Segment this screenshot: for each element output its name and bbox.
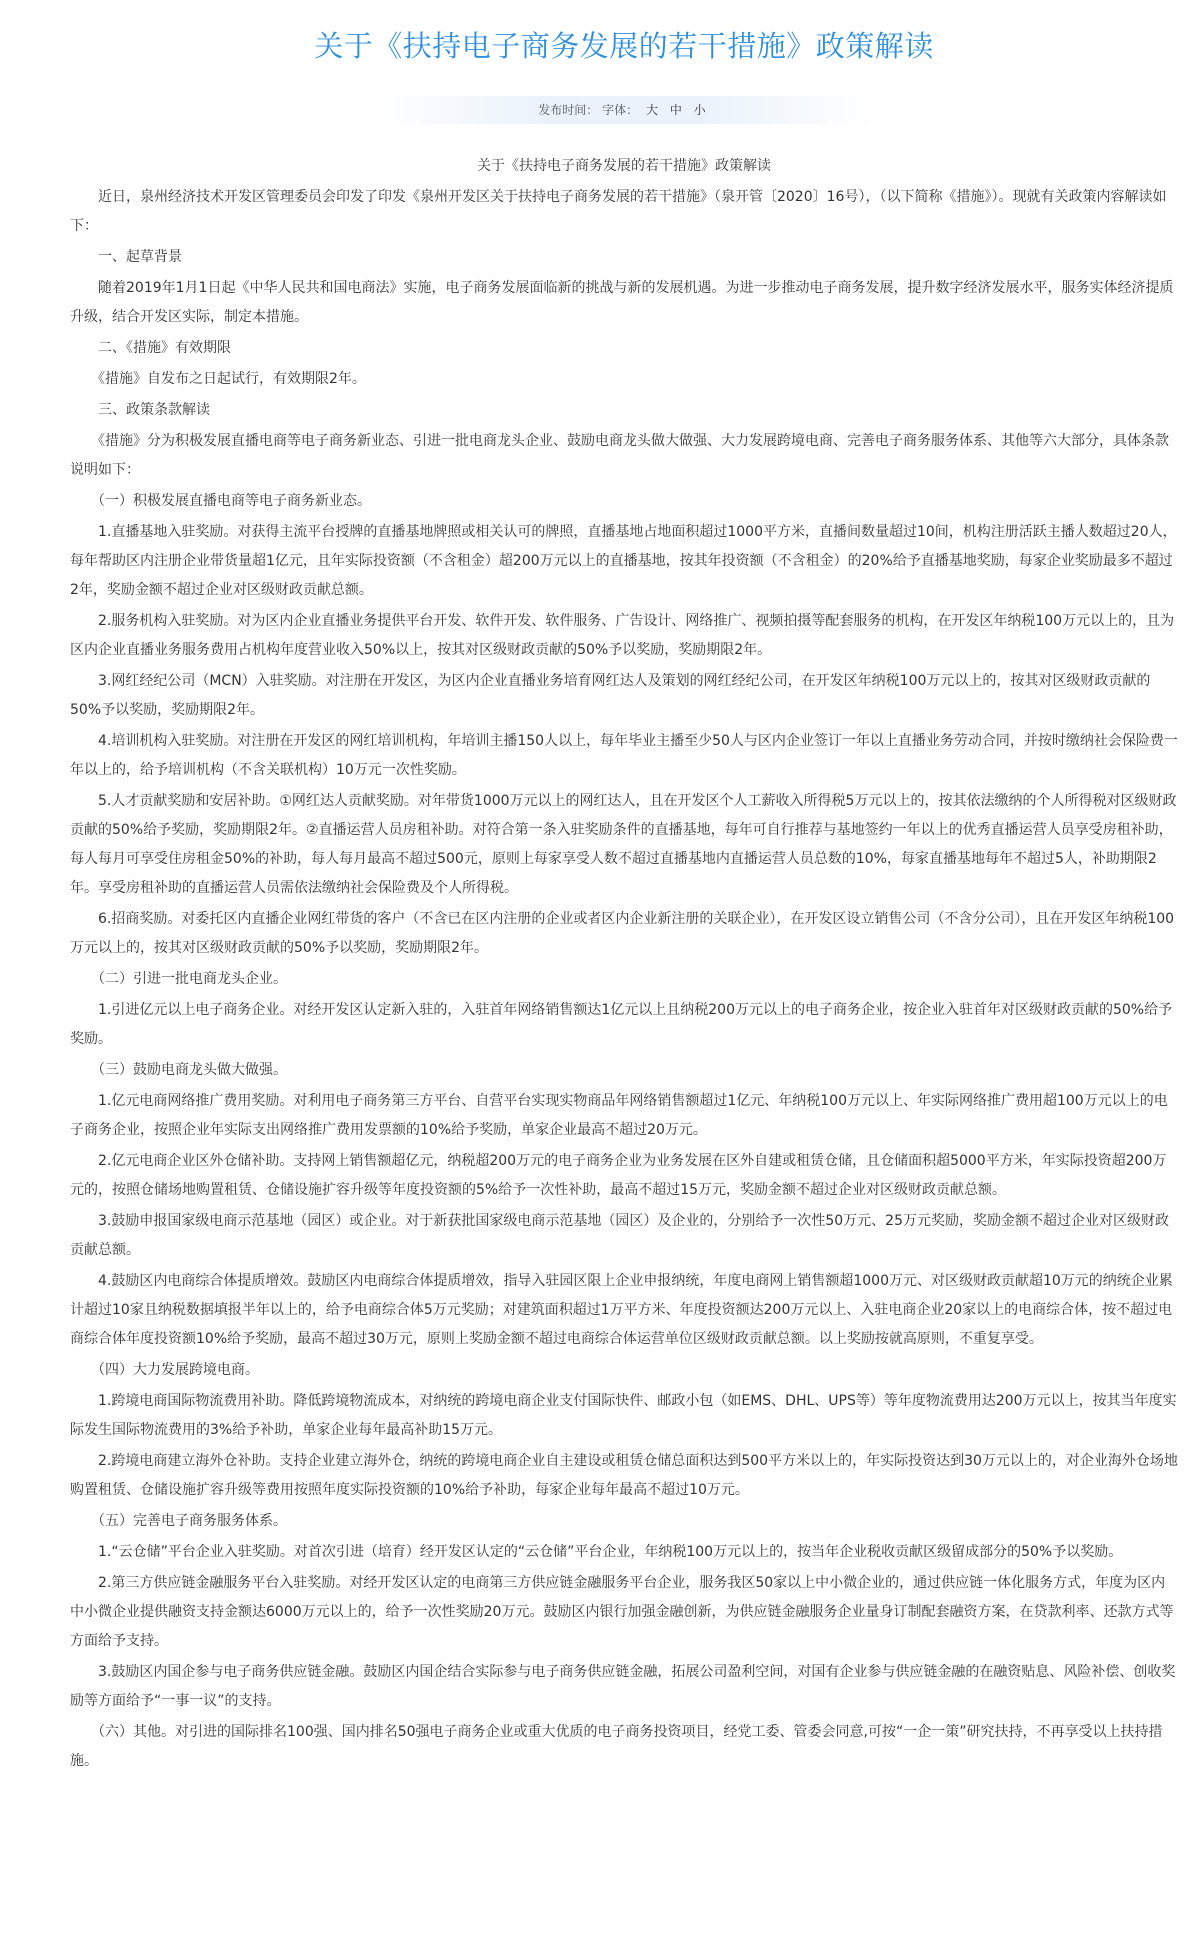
article-paragraph: 2.亿元电商企业区外仓储补助。支持网上销售额超亿元，纳税超200万元的电子商务企业为业务发展在区外自建或租赁仓储，且仓储面积超5000平方米，年实际投资超200万元的，按照仓储场地购置租赁、仓储设施扩容升级等年度投资额的5%给予一次性补助，最高不超过15万元，奖励金额不超过企业对区级财政贡献总额。 <box>70 1153 1167 1198</box>
article-paragraph: 2.跨境电商建立海外仓补助。支持企业建立海外仓，纳统的跨境电商企业自主建设或租赁仓储总面积达到500平方米以上的，年实际投资达到30万元以上的，对企业海外仓场地购置租赁、仓储设施扩容升级等费用按照年度实际投资额的10%给予补助，每家企业每年最高不超过10万元。 <box>70 1453 1178 1498</box>
article-paragraph: 二、《措施》有效期限 <box>70 340 231 356</box>
article-paragraph: 1.亿元电商网络推广费用奖励。对利用电子商务第三方平台、自营平台实现实物商品年网络销售额超过1亿元、年纳税100万元以上、年实际网络推广费用超100万元以上的电子商务企业，按照企业年实际支出网络推广费用发票额的10%给予奖励，单家企业最高不超过20万元。 <box>70 1093 1168 1138</box>
article-paragraph: 4.培训机构入驻奖励。对注册在开发区的网红培训机构，年培训主播150人以上，每年毕业主播至少50人与区内企业签订一年以上直播业务劳动合同，并按时缴纳社会保险费一年以上的，给予培训机构（不含关联机构）10万元一次性奖励。 <box>70 733 1178 778</box>
article-paragraph: 3.鼓励区内国企参与电子商务供应链金融。鼓励区内国企结合实际参与电子商务供应链金融，拓展公司盈利空间，对国有企业参与供应链金融的在融资贴息、风险补偿、创收奖励等方面给予“一事一议”的支持。 <box>70 1664 1176 1709</box>
article-paragraph: （一）积极发展直播电商等电子商务新业态。 <box>70 493 371 509</box>
article-paragraph: 1.直播基地入驻奖励。对获得主流平台授牌的直播基地牌照或相关认可的牌照，直播基地占地面积超过1000平方米，直播间数量超过10间，机构注册活跃主播人数超过20人，每年帮助区内注册企业带货量超1亿元，且年实际投资额（不含租金）超200万元以上的直播基地，按其年投资额（不含租金）的20%给予直播基地奖励，每家企业奖励最多不超过2年，奖励金额不超过企业对区级财政贡献总额。 <box>70 524 1177 598</box>
article-paragraph: 5.人才贡献奖励和安居补助。①网红达人贡献奖励。对年带货1000万元以上的网红达人，且在开发区个人工薪收入所得税5万元以上的，按其依法缴纳的个人所得税对区级财政贡献的50%给予奖励，奖励期限2年。②直播运营人员房租补助。对符合第一条入驻奖励条件的直播基地，每年可自行推荐与基地签约一年以上的优秀直播运营人员享受房租补助，每人每月可享受住房租金50%的补助，每人每月最高不超过500元，原则上每家享受人数不超过直播基地内直播运营人员总数的10%，每家直播基地每年不超过5人，补助期限2年。享受房租补助的直播运营人员需依法缴纳社会保险费及个人所得税。 <box>70 793 1177 896</box>
article-paragraph: 1.跨境电商国际物流费用补助。降低跨境物流成本，对纳统的跨境电商企业支付国际快件、邮政小包（如EMS、DHL、UPS等）等年度物流费用达200万元以上，按其当年度实际发生国际物流费用的3%给予补助，单家企业每年最高补助15万元。 <box>70 1393 1177 1438</box>
article-paragraph: 2.第三方供应链金融服务平台入驻奖励。对经开发区认定的电商第三方供应链金融服务平台企业，服务我区50家以上中小微企业的，通过供应链一体化服务方式，年度为区内中小微企业提供融资支持金额达6000万元以上的，给予一次性奖励20万元。鼓励区内银行加强金融创新，为供应链金融服务企业量身订制配套融资方案，在贷款利率、还款方式等方面给予支持。 <box>70 1575 1174 1649</box>
article-paragraph: 4.鼓励区内电商综合体提质增效。鼓励区内电商综合体提质增效，指导入驻园区限上企业申报纳统，年度电商网上销售额超1000万元、对区级财政贡献超10万元的纳统企业累计超过10家且纳税数据填报半年以上的，给予电商综合体5万元奖励；对建筑面积超过1万平方米、年度投资额达200万元以上、入驻电商企业20家以上的电商综合体，按不超过电商综合体年度投资额10%给予奖励，最高不超过30万元，原则上奖励金额不超过电商综合体运营单位区级财政贡献总额。以上奖励按就高原则，不重复享受。 <box>70 1273 1173 1347</box>
article-paragraph: （六）其他。对引进的国际排名100强、国内排名50强电子商务企业或重大优质的电子商务投资项目，经党工委、管委会同意,可按“一企一策”研究扶持，不再享受以上扶持措施。 <box>70 1724 1163 1769</box>
article-paragraph: 6.招商奖励。对委托区内直播企业网红带货的客户（不含已在区内注册的企业或者区内企业新注册的关联企业），在开发区设立销售公司（不含分公司），且在开发区年纳税100万元以上的，按其对区级财政贡献的50%予以奖励，奖励期限2年。 <box>70 911 1175 956</box>
article-body <box>70 152 1178 1776</box>
paragraph-list <box>70 183 1178 1776</box>
article-paragraph: 随着2019年1月1日起《中华人民共和国电商法》实施，电子商务发展面临新的挑战与新的发展机遇。为进一步推动电子商务发展，提升数字经济发展水平，服务实体经济提质升级，结合开发区实际，制定本措施。 <box>70 280 1174 325</box>
article-paragraph: 1.“云仓储”平台企业入驻奖励。对首次引进（培育）经开发区认定的“云仓储”平台企业，年纳税100万元以上的，按当年企业税收贡献区级留成部分的50%予以奖励。 <box>70 1544 1123 1560</box>
article-paragraph: （二）引进一批电商龙头企业。 <box>70 971 287 987</box>
publish-time-label: 发布时间： <box>538 103 599 117</box>
page-title: 关于《扶持电子商务发展的若干措施》政策解读 <box>314 29 934 63</box>
article-paragraph: 三、政策条款解读 <box>70 402 210 418</box>
article-paragraph: 近日，泉州经济技术开发区管理委员会印发了印发《泉州开发区关于扶持电子商务发展的若干措施》（泉开管〔2020〕16号），（以下简称《措施》）。现就有关政策内容解读如下： <box>70 189 1167 234</box>
font-size-medium-button[interactable]: 中 <box>669 103 682 117</box>
article-paragraph: 一、起草背景 <box>70 249 182 265</box>
meta-bar <box>374 96 874 124</box>
article-paragraph: 2.服务机构入驻奖励。对为区内企业直播业务提供平台开发、软件开发、软件服务、广告设计、网络推广、视频拍摄等配套服务的机构，在开发区年纳税100万元以上的，且为区内企业直播业务服务费用占机构年度营业收入50%以上，按其对区级财政贡献的50%予以奖励，奖励期限2年。 <box>70 613 1175 658</box>
article-paragraph: （三）鼓励电商龙头做大做强。 <box>70 1062 287 1078</box>
article-paragraph: 1.引进亿元以上电子商务企业。对经开发区认定新入驻的，入驻首年网络销售额达1亿元以上且纳税200万元以上的电子商务企业，按企业入驻首年对区级财政贡献的50%给予奖励。 <box>70 1002 1173 1047</box>
article-paragraph: 3.网红经纪公司（MCN）入驻奖励。对注册在开发区，为区内企业直播业务培育网红达人及策划的网红经纪公司，在开发区年纳税100万元以上的，按其对区级财政贡献的50%予以奖励，奖励期限2年。 <box>70 673 1151 718</box>
article-paragraph: 《措施》分为积极发展直播电商等电子商务新业态、引进一批电商龙头企业、鼓励电商龙头做大做强、大力发展跨境电商、完善电子商务服务体系、其他等六大部分，具体条款说明如下： <box>70 433 1169 478</box>
article-paragraph: 3.鼓励申报国家级电商示范基地（园区）或企业。对于新获批国家级电商示范基地（园区）及企业的，分别给予一次性50万元、25万元奖励，奖励金额不超过企业对区级财政贡献总额。 <box>70 1213 1169 1258</box>
article-paragraph: （五）完善电子商务服务体系。 <box>70 1513 287 1529</box>
font-size-small-button[interactable]: 小 <box>693 103 706 117</box>
font-size-large-button[interactable]: 大 <box>645 103 658 117</box>
article-paragraph: （四）大力发展跨境电商。 <box>70 1362 259 1378</box>
article-subtitle: 关于《扶持电子商务发展的若干措施》政策解读 <box>477 158 771 174</box>
font-size-label: 字体： <box>602 103 639 117</box>
article-paragraph: 《措施》自发布之日起试行，有效期限2年。 <box>70 371 366 387</box>
